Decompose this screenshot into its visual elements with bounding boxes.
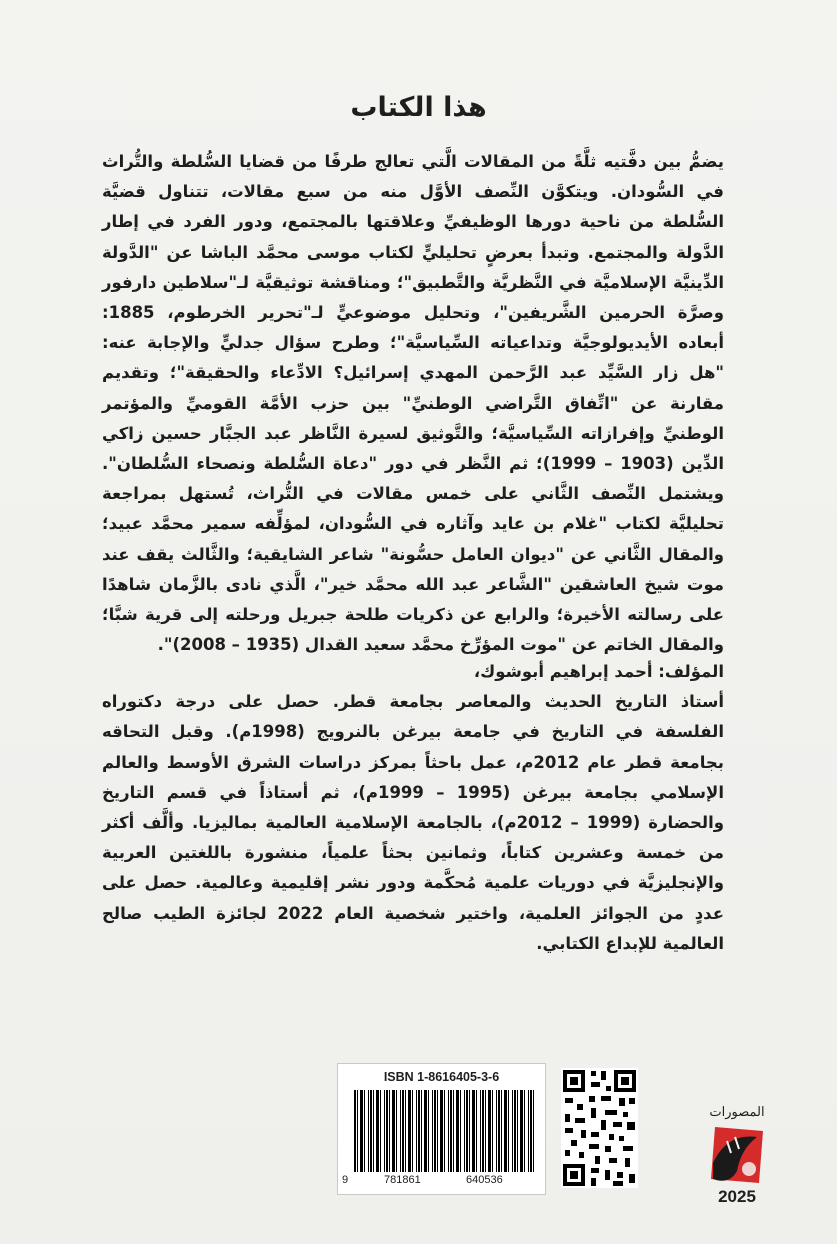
isbn-barcode bbox=[337, 1063, 546, 1195]
intro-text-line: والمؤتمر الوطنيِّ وإفرازاته السِّياسيَّة؛ والتَّوثيق لسيرة النَّاظر عبد الجبَّار حسين زاكي bbox=[102, 393, 724, 443]
barcode-digits-left: 781861 bbox=[384, 1174, 421, 1186]
intro-text-line: جبريل ورحلته إلى قرية شبَّا؛ والمقال الخاتم عن "موت المؤرِّخ محمَّد سعيد القدال bbox=[102, 605, 724, 655]
author-bio-line: الإسلامية العالمية بماليزيا. وألَّف أكثر من خمسة وعشرين كتاباً، وثمانين بحثاً علمياً، bbox=[102, 813, 725, 863]
intro-text-line: موضوعيٍّ لـ"تحرير الخرطوم، 1885: أبعاده الأيديولوجيَّة وتداعياته السِّياسيَّة"؛ وطرح bbox=[102, 303, 725, 353]
publisher-name: المصورات bbox=[709, 1105, 765, 1120]
intro-text bbox=[102, 147, 724, 660]
intro-text-line: عايد وآثاره في السُّودان، لمؤلِّفه سمير محمَّد عبيد؛ والمقال الثَّاني عن "ديوان العامل bbox=[102, 514, 724, 564]
intro-text-line: النِّصف الثَّاني على خمس مقالات في التُّراث، تُستهل بمراجعة تحليليَّة لكتاب "غلام بن bbox=[102, 484, 724, 534]
intro-text-line: بعرضٍ تحليليٍّ لكتاب موسى محمَّد الباشا عن "الدَّولة الدِّينيَّة الإسلاميَّة في النَّظريَّة bbox=[102, 242, 725, 292]
intro-text-line: والحقيقة"؛ وتقديم مقارنة عن "اتِّفاق التَّراضي الوطنيِّ" بين حزب الأمَّة القوميِّ bbox=[102, 363, 724, 413]
publisher-logo bbox=[697, 1105, 777, 1215]
author-bio-text bbox=[102, 692, 724, 953]
author-bio-line: التاريخ في جامعة بيرغن بالنرويج (1998م). وقبل التحاقه بجامعة قطر عام 2012م، bbox=[102, 722, 724, 772]
intro-text-line: الدِّين (1903 – 1999)؛ ثم النَّظر في دور "دعاة السُّلطة ونصحاء السُّلطان". ويشتمل bbox=[102, 454, 724, 504]
author-bio-line: منشورة باللغتين العربية والإنجليزيَّة في دوريات علمية مُحكَّمة ودور نشر إقليمية bbox=[102, 843, 724, 893]
qr-code bbox=[561, 1068, 638, 1188]
author-bio-line: عمل باحثاً بمركز دراسات الشرق الأوسط والعالم الإسلامي بجامعة بيرغن bbox=[102, 752, 724, 802]
author-bio bbox=[102, 657, 724, 959]
barcode-digit-first: 9 bbox=[342, 1174, 349, 1186]
author-bio-line: (1995 – 1999م)، ثم أستاذاً في قسم التاريخ والحضارة (1999 – 2012م)، بالجامعة bbox=[102, 782, 724, 833]
intro-text-line: يضمُّ بين دفَّتيه ثلَّةً من المقالات الَّتي تعالج طرفًا من قضايا السُّلطة والتُّراث في bbox=[102, 152, 724, 202]
isbn-label: ISBN 1-8616405-3-6 bbox=[383, 1070, 500, 1084]
intro-text-line: السُّودان. ويتكوَّن النِّصف الأوَّل منه من سبع مقالات، تتناول قضيَّة السُّلطة من bbox=[102, 182, 724, 232]
author-label: المؤلف: أحمد إبراهيم أبوشوك، bbox=[473, 662, 724, 681]
section-title: هذا الكتاب bbox=[350, 92, 487, 123]
author-bio-line: أستاذ التاريخ الحديث والمعاصر بجامعة قطر. حصل على درجة دكتوراه الفلسفة في bbox=[102, 692, 725, 742]
publication-year: 2025 bbox=[718, 1187, 756, 1206]
author-bio-line: الطيب صالح العالمية للإبداع الكتابي. bbox=[102, 903, 724, 953]
intro-text-line: سؤال جدليٍّ والإجابة عنه: "هل زار السَّيِّد عبد الرَّحمن المهدي إسرائيل؟ الادِّعاء bbox=[102, 333, 724, 383]
barcode-bars bbox=[354, 1090, 536, 1172]
intro-text-line: ناحية دورها الوظيفيِّ وعلاقتها بالمجتمع، ودور الفرد في إطار الدَّولة والمجتمع. وتبدأ bbox=[102, 212, 724, 262]
intro-text-line: حسُّونة" شاعر الشايقية؛ والثَّالث يقف عند موت شيخ العاشقين "الشَّاعر عبد الله bbox=[102, 544, 725, 594]
qr-code-graphic bbox=[561, 1068, 638, 1188]
intro-text-line: محمَّد خير"، الَّذي نادى بالزَّمان شاهدًا على رسالته الأخيرة؛ والرابع عن ذكريات طلحة bbox=[102, 574, 724, 625]
barcode-digits-right: 640536 bbox=[466, 1174, 503, 1186]
author-bio-line: وعالمية. حصل على عددٍ من الجوائز العلمية، واختير شخصية العام 2022 لجائزة bbox=[102, 873, 724, 923]
intro-text-line: والتَّطبيق"؛ ومناقشة توثيقيَّة لـ"سلاطين دارفور وصرَّة الحرمين الشَّريفين"، وتحليل bbox=[102, 272, 724, 323]
intro-text-line: (1935 – 2008)". bbox=[157, 635, 300, 655]
publisher-emblem-icon bbox=[697, 1123, 777, 1193]
